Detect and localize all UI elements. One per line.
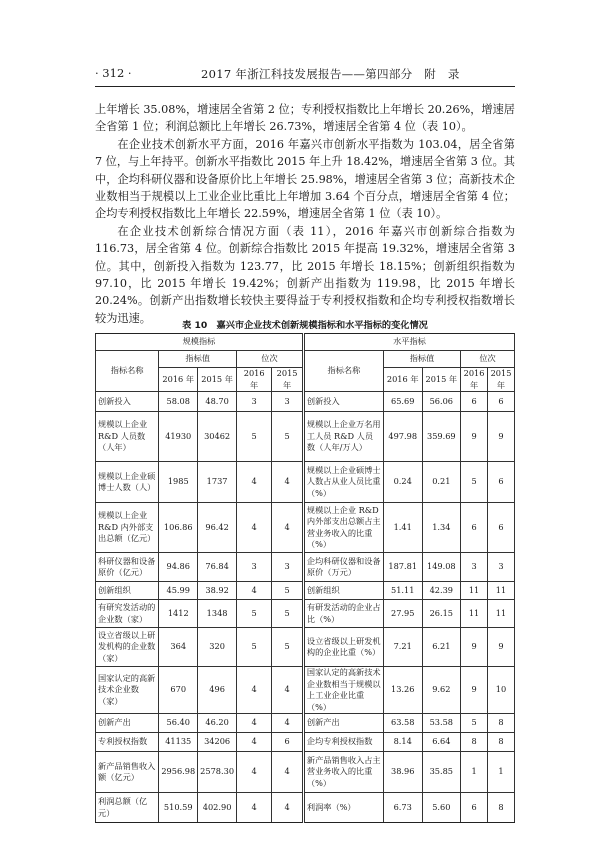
col-header-value-right: 指标值 [383,351,460,368]
rank-2016-left: 4 [237,667,272,714]
value-2015-left: 320 [198,628,237,667]
value-2015-right: 56.06 [422,392,461,412]
value-2016-right: 13.26 [383,667,422,714]
value-2015-right: 26.15 [422,600,461,628]
rank-2015-left: 6 [272,733,304,752]
rank-2016-right: 5 [461,714,488,733]
value-2015-left: 34206 [198,733,237,752]
rank-2016-right: 6 [461,392,488,412]
rank-2015-left: 4 [272,793,304,823]
value-2015-right: 6.64 [422,733,461,752]
indicator-name-left: 专利授权指数 [96,733,159,752]
value-2016-left: 41135 [159,733,198,752]
rank-2015-right: 10 [488,667,515,714]
rank-2015-left: 4 [272,714,304,733]
page-number: · 312 · [95,66,132,80]
indicator-name-right: 规模以上企业万名用工人员 R&D 人员数（人年/万人） [303,412,383,462]
value-2015-left: 48.70 [198,392,237,412]
rank-2016-left: 5 [237,628,272,667]
rank-2016-left: 4 [237,462,272,503]
indicator-name-right: 创新产出 [303,714,383,733]
year-2016-value-right: 2016 年 [383,368,422,392]
rank-2015-left: 4 [272,752,304,793]
indicator-name-left: 有研究发活动的企业数（家） [96,600,159,628]
rank-2016-right: 11 [461,582,488,600]
value-2015-left: 1737 [198,462,237,503]
table-row [96,714,515,733]
group-header-scale: 规模指标 [96,334,304,351]
rank-2016-right: 8 [461,733,488,752]
col-header-rank-right: 位次 [461,351,515,368]
rank-2016-left: 3 [237,392,272,412]
indicator-name-right: 有研发活动的企业占比（%） [303,600,383,628]
value-2016-left: 45.99 [159,582,198,600]
value-2015-right: 6.21 [422,628,461,667]
value-2016-right: 7.21 [383,628,422,667]
rank-2015-right: 8 [488,733,515,752]
value-2015-left: 76.84 [198,553,237,582]
value-2016-right: 497.98 [383,412,422,462]
value-2016-left: 364 [159,628,198,667]
rank-2016-left: 3 [237,553,272,582]
running-title: 2017 年浙江科技发展报告——第四部分 附 录 [201,67,460,81]
value-2016-right: 187.81 [383,553,422,582]
value-2015-right: 359.69 [422,412,461,462]
table-row [96,752,515,793]
col-header-rank-left: 位次 [237,351,304,368]
paragraph: 在企业技术创新水平方面，2016 年嘉兴市创新水平指数为 103.04，居全省第 7 位，与上年持平。创新水平指数比 2015 年上升 18.42%，增速居全省第 3 位。其中，企均科研仪器和设备原价比上年增长 25.98%，增速居全省第 3 位；高新技术企业数相当于规模以上工业企业比重比上年增加 3.64 个百分点，增速居全省第 4 位；企均专利授权指数比上年增长 22.59%，增速居全省第 1 位（表 10）。 [95,137,515,221]
value-2015-right: 149.08 [422,553,461,582]
table-caption: 表 10 嘉兴市企业技术创新规模指标和水平指标的变化情况 [182,320,428,331]
col-header-value-left: 指标值 [159,351,237,368]
body-text [95,101,515,327]
indicator-name-left: 规模以上企业 R&D 人员数（人年） [96,412,159,462]
value-2016-right: 51.11 [383,582,422,600]
header-rule [95,86,515,87]
rank-2016-right: 9 [461,412,488,462]
rank-2015-left: 5 [272,412,304,462]
indicator-name-right: 企均科研仪器和设备原价（万元） [303,553,383,582]
value-2016-left: 56.40 [159,714,198,733]
table-row [96,667,515,714]
rank-2015-left: 5 [272,600,304,628]
rank-2015-left: 4 [272,462,304,503]
rank-2015-left: 3 [272,392,304,412]
value-2016-right: 65.69 [383,392,422,412]
year-2016-value-left: 2016 年 [159,368,198,392]
rank-2015-left: 5 [272,582,304,600]
rank-2016-right: 5 [461,462,488,503]
table-row [96,503,515,553]
value-2015-left: 496 [198,667,237,714]
indicator-name-left: 规模以上企业 R&D 内外部支出总额（亿元） [96,503,159,553]
value-2015-right: 1.34 [422,503,461,553]
value-2016-right: 38.96 [383,752,422,793]
indicator-name-right: 规模以上企业 R&D 内外部支出总额占主营业务收入的比重（%） [303,503,383,553]
rank-2016-right: 11 [461,600,488,628]
rank-2016-left: 4 [237,503,272,553]
value-2016-left: 510.59 [159,793,198,823]
value-2016-left: 1985 [159,462,198,503]
col-header-name-right: 指标名称 [303,351,383,392]
group-header-level: 水平指标 [303,334,514,351]
indicator-name-left: 利润总额（亿元） [96,793,159,823]
value-2016-right: 27.95 [383,600,422,628]
rank-2016-left: 4 [237,733,272,752]
rank-2015-right: 9 [488,412,515,462]
value-2015-left: 38.92 [198,582,237,600]
indicator-name-left: 规模以上企业硕博士人数（人） [96,462,159,503]
rank-2015-right: 11 [488,600,515,628]
rank-2016-left: 5 [237,412,272,462]
year-2015-value-left: 2015 年 [198,368,237,392]
value-2016-left: 94.86 [159,553,198,582]
indicator-name-right: 企均专利授权指数 [303,733,383,752]
value-2015-left: 2578.30 [198,752,237,793]
rank-2015-right: 8 [488,714,515,733]
table-row [96,582,515,600]
paragraph: 上年增长 35.08%，增速居全省第 2 位；专利授权指数比上年增长 20.26%，增速居全省第 1 位；利润总额比上年增长 26.73%，增速居全省第 4 位（表 10）。 [95,103,515,134]
rank-2016-right: 6 [461,503,488,553]
rank-2016-right: 3 [461,553,488,582]
col-header-name-left: 指标名称 [96,351,159,392]
year-2016-rank-left: 2016 年 [237,368,272,392]
indicator-name-right: 国家认定的高新技术企业数相当于规模以上工业企业比重（%） [303,667,383,714]
rank-2015-right: 9 [488,628,515,667]
value-2015-right: 5.60 [422,793,461,823]
table-row [96,793,515,823]
rank-2016-right: 9 [461,667,488,714]
table-row [96,462,515,503]
value-2015-right: 42.39 [422,582,461,600]
table-row [96,553,515,582]
value-2015-right: 35.85 [422,752,461,793]
value-2015-left: 96.42 [198,503,237,553]
value-2016-right: 1.41 [383,503,422,553]
table-row [96,392,515,412]
rank-2016-left: 5 [237,600,272,628]
rank-2015-right: 6 [488,392,515,412]
rank-2015-left: 4 [272,503,304,553]
paragraph: 在企业技术创新综合情况方面（表 11），2016 年嘉兴市创新综合指数为 116.73，居全省第 4 位。创新综合指数比 2015 年提高 19.32%，增速居全省第 3 位。其中，创新投入指数为 123.77，比 2015 年增长 18.15%；创新组织指数为 97.10，比 2015 年增长 19.42%；创新产出指数为 119.98，比 2015 年增长 20.24%。创新产出指数增长较快主要得益于专利授权指数和企均专利授权指数增长较为迅速。 [95,224,515,325]
year-2015-value-right: 2015 年 [422,368,461,392]
value-2015-left: 30462 [198,412,237,462]
rank-2016-left: 4 [237,714,272,733]
value-2015-left: 46.20 [198,714,237,733]
rank-2016-right: 9 [461,628,488,667]
indicator-name-left: 创新投入 [96,392,159,412]
rank-2016-left: 4 [237,752,272,793]
rank-2015-right: 1 [488,752,515,793]
rank-2015-right: 11 [488,582,515,600]
rank-2015-right: 6 [488,462,515,503]
value-2015-left: 402.90 [198,793,237,823]
indicator-table [95,333,515,823]
rank-2015-left: 5 [272,628,304,667]
value-2016-left: 58.08 [159,392,198,412]
value-2016-right: 63.58 [383,714,422,733]
rank-2016-left: 4 [237,793,272,823]
value-2016-right: 6.73 [383,793,422,823]
value-2016-right: 8.14 [383,733,422,752]
value-2016-left: 670 [159,667,198,714]
indicator-name-right: 利润率（%） [303,793,383,823]
table-row [96,733,515,752]
rank-2015-right: 3 [488,553,515,582]
indicator-name-right: 新产品销售收入占主营业务收入的比重（%） [303,752,383,793]
value-2016-left: 106.86 [159,503,198,553]
value-2016-right: 0.24 [383,462,422,503]
indicator-name-right: 创新组织 [303,582,383,600]
rank-2015-right: 6 [488,503,515,553]
rank-2015-left: 4 [272,667,304,714]
rank-2015-left: 3 [272,553,304,582]
value-2016-left: 41930 [159,412,198,462]
rank-2016-left: 4 [237,582,272,600]
indicator-name-left: 创新组织 [96,582,159,600]
table-row [96,412,515,462]
indicator-name-left: 设立省级以上研发机构的企业数（家） [96,628,159,667]
rank-2016-right: 6 [461,793,488,823]
indicator-name-right: 规模以上企业硕博士人数占从业人员比重（%） [303,462,383,503]
rank-2015-right: 8 [488,793,515,823]
rank-2016-right: 1 [461,752,488,793]
indicator-name-right: 设立省级以上研发机构的企业比重（%） [303,628,383,667]
year-2015-rank-left: 2015 年 [272,368,304,392]
value-2015-right: 0.21 [422,462,461,503]
value-2016-left: 2956.98 [159,752,198,793]
year-2016-rank-right: 2016 年 [461,368,488,392]
indicator-name-left: 国家认定的高新技术企业数（家） [96,667,159,714]
year-2015-rank-right: 2015 年 [488,368,515,392]
indicator-name-right: 创新投入 [303,392,383,412]
indicator-name-left: 创新产出 [96,714,159,733]
value-2016-left: 1412 [159,600,198,628]
table-row [96,600,515,628]
indicator-name-left: 新产品销售收入额（亿元） [96,752,159,793]
indicator-name-left: 科研仪器和设备原价（亿元） [96,553,159,582]
value-2015-right: 9.62 [422,667,461,714]
value-2015-left: 1348 [198,600,237,628]
value-2015-right: 53.58 [422,714,461,733]
table-row [96,628,515,667]
